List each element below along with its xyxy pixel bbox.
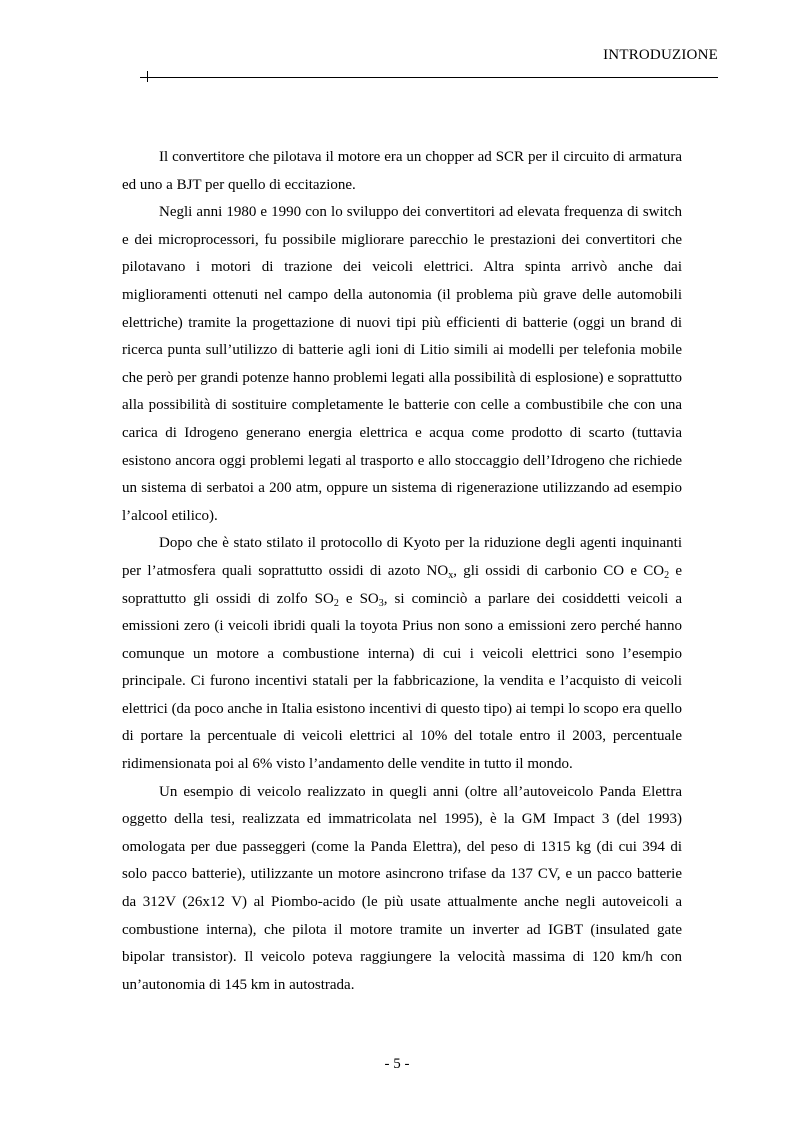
- subscript: 2: [664, 569, 670, 581]
- paragraph-4: Un esempio di veicolo realizzato in quegli anni (oltre all’autoveicolo Panda Elettra oggetto della tesi, realizzata ed immatricolata nel 1995), è la GM Impact 3 (del 1993) omologata per due passeggeri (come la Panda Elettra), del peso di 1315 kg (di cui 394 di solo pacco batterie), utilizzante un motore asincrono trifase da 137 CV, e un pacco batterie da 312V (26x12 V) al Piombo-acido (le più usate attualmente anche negli autoveicoli a combustione interna), che pilota il motore tramite un inverter ad IGBT (insulated gate bipolar transistor). Il veicolo poteva raggiungere la velocità massima di 120 km/h con un’autonomia di 145 km in autostrada.: [122, 783, 682, 993]
- header-rule: [140, 77, 718, 78]
- header-rule-tick: [147, 71, 148, 82]
- paragraph-3-text: e soprattutto gli ossidi di zolfo SO: [122, 562, 682, 607]
- paragraph-3: [122, 530, 682, 778]
- header-title: INTRODUZIONE: [603, 47, 718, 63]
- paragraph-1: Il convertitore che pilotava il motore era un chopper ad SCR per il circuito di armatura ed uno a BJT per quello di eccitazione.: [122, 149, 682, 193]
- subscript: 2: [333, 597, 339, 609]
- body-text: [122, 144, 682, 999]
- paragraph-3-text: Dopo che è stato stilato il protocollo di Kyoto per la riduzione degli agenti inquinanti per l’atmosfera quali soprattutto ossidi di azoto NO: [122, 535, 682, 579]
- subscript: 3: [378, 597, 384, 609]
- paragraph-3-text: , gli ossidi di carbonio CO e CO: [453, 562, 665, 579]
- page-number: - 5 -: [384, 1056, 410, 1072]
- subscript: x: [448, 569, 454, 581]
- paragraph-2: Negli anni 1980 e 1990 con lo sviluppo dei convertitori ad elevata frequenza di switch e dei microprocessori, fu possibile migliorare parecchio le prestazioni dei convertitori che pilotavano i motori di trazione dei veicoli elettrici. Altra spinta arrivò anche dai miglioramenti ottenuti nel campo della autonomia (il problema più grave delle automobili elettriche) tramite la progettazione di nuovi tipi più efficienti di batterie (oggi un brand di ricerca punta sull’utilizzo di batterie agli ioni di Litio simili ai modelli per telefonia mobile che però per grandi potenze hanno problemi legati alla possibilità di esplosione) e soprattutto alla possibilità di sostituire completamente le batterie con celle a combustibile che con una carica di Idrogeno generano energia elettrica e acqua come prodotto di scarto (tuttavia esistono ancora oggi problemi legati al trasporto e allo stoccaggio dell’Idrogeno che richiede un sistema di serbatoi a 200 atm, oppure un sistema di rigenerazione utilizzando ad esempio l’alcool etilico).: [122, 204, 682, 524]
- paragraph-3-text: , si cominciò a parlare dei cosiddetti veicoli a emissioni zero (i veicoli ibridi quali la toyota Prius non sono a emissioni zero perché hanno comunque un motore a combustione interna) di cui i veicoli elettrici sono l’esempio principale. Ci furono incentivi statali per la fabbricazione, la vendita e l’acquisto di veicoli elettrici (da poco anche in Italia esistono incentivi di questo tipo) ai tempi lo scopo era quello di portare la percentuale di veicoli elettrici al 10% del totale entro il 2003, percentuale ridimensionata poi al 6% visto l’andamento delle vendite in tutto il mondo.: [122, 590, 682, 773]
- paragraph-3-text: e SO: [338, 590, 379, 607]
